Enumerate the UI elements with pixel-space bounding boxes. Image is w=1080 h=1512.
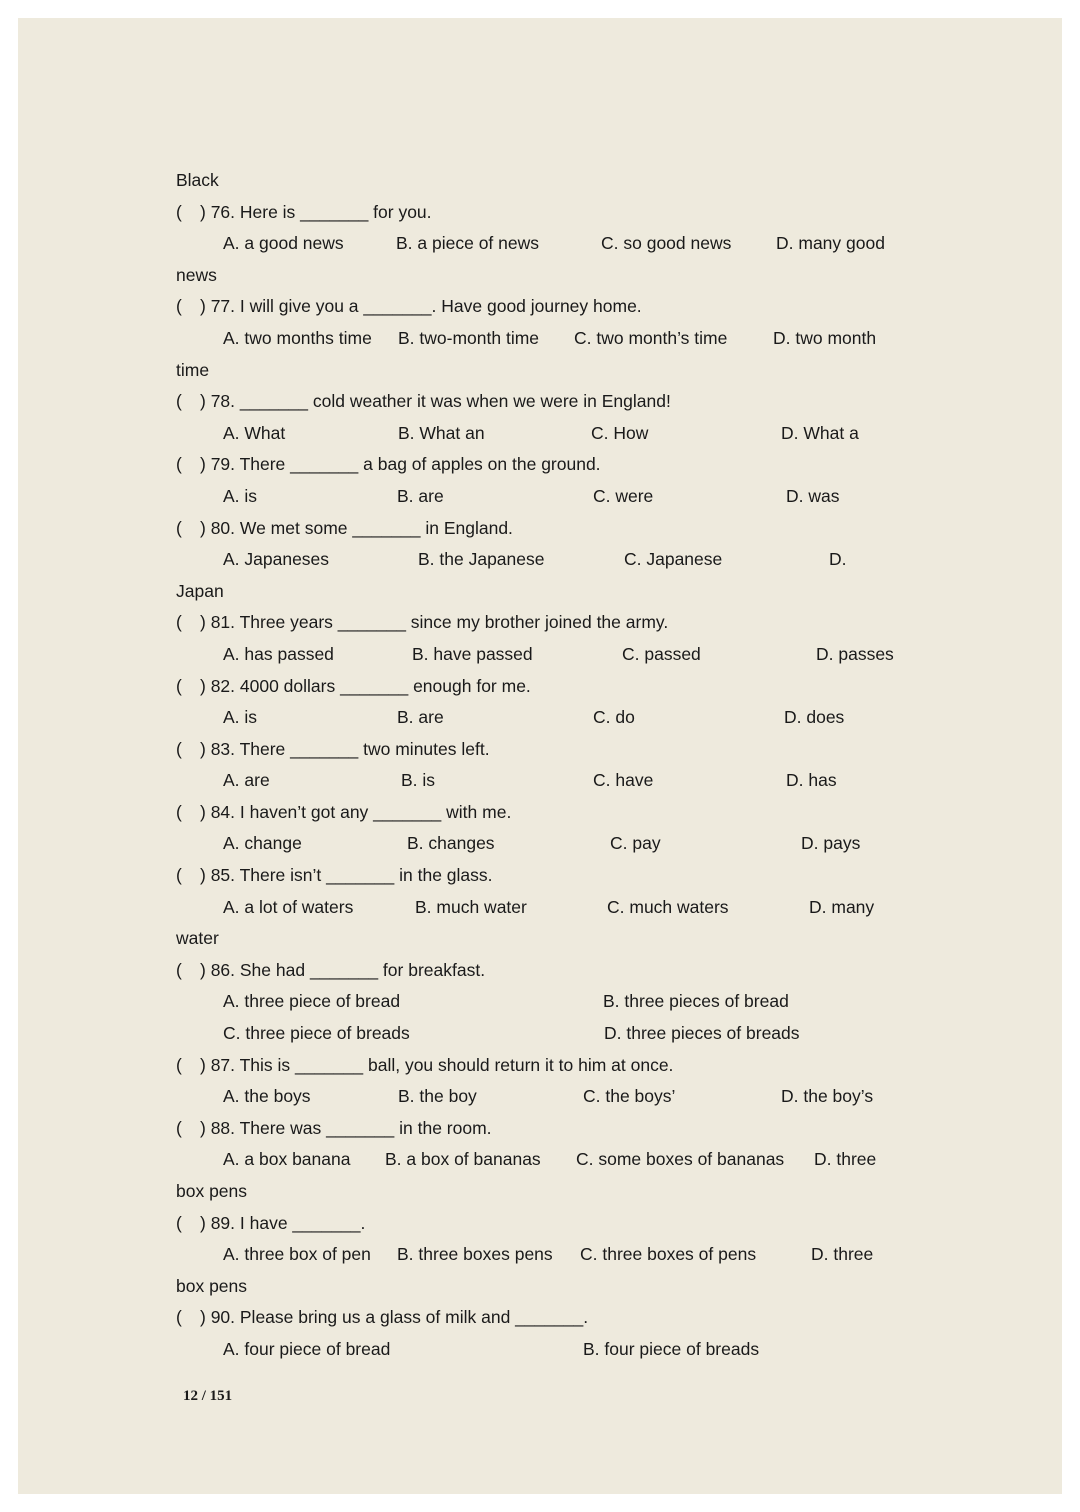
answer-paren: ( xyxy=(176,1307,182,1328)
question-80 xyxy=(176,513,916,545)
option-d: D. two month xyxy=(773,327,877,348)
question-85 xyxy=(176,860,916,892)
option-b: B. much water xyxy=(415,896,527,917)
question-stem: ) 86. She had _______ for breakfast. xyxy=(200,959,486,980)
question-stem: ) 79. There _______ a bag of apples on the ground. xyxy=(200,454,601,475)
option-a: A. a box banana xyxy=(223,1149,351,1170)
question-84 xyxy=(176,797,916,829)
option-c: C. have xyxy=(593,770,654,791)
answer-paren: ( xyxy=(176,391,182,412)
option-d: D. many good xyxy=(776,233,885,254)
question-78 xyxy=(176,386,916,418)
option-d: D. has xyxy=(786,770,837,791)
option-wrap: Japan xyxy=(176,580,224,601)
option-c: C. were xyxy=(593,485,654,506)
question-stem: ) 78. _______ cold weather it was when we were in England! xyxy=(200,391,671,412)
option-d: D. does xyxy=(784,707,845,728)
question-90 xyxy=(176,1302,916,1334)
option-wrap: box pens xyxy=(176,1181,248,1201)
option-a: A. a good news xyxy=(223,233,344,254)
question-89 xyxy=(176,1208,916,1240)
option-d: D. passes xyxy=(816,643,894,664)
option-b: B. a piece of news xyxy=(396,233,539,254)
option-d: D. three xyxy=(811,1244,874,1265)
question-76 xyxy=(176,197,916,229)
continuation-text: Black xyxy=(176,170,219,190)
option-b: B. changes xyxy=(407,833,495,854)
option-c: C. pay xyxy=(610,833,661,854)
option-c: C. three boxes of pens xyxy=(580,1244,757,1265)
option-b: B. is xyxy=(401,770,436,791)
answer-paren: ( xyxy=(176,1212,182,1233)
option-a: A. four piece of bread xyxy=(223,1338,391,1359)
option-c: C. passed xyxy=(622,643,701,664)
option-c: C. How xyxy=(591,422,649,443)
option-d: D. xyxy=(829,549,847,570)
option-c: C. so good news xyxy=(601,233,732,254)
option-d: D. pays xyxy=(801,833,861,854)
question-stem: ) 80. We met some _______ in England. xyxy=(200,517,513,538)
option-a: A. the boys xyxy=(223,1086,311,1107)
question-stem: ) 85. There isn’t _______ in the glass. xyxy=(200,865,493,886)
answer-paren: ( xyxy=(176,612,182,633)
answer-paren: ( xyxy=(176,738,182,759)
option-b: B. What an xyxy=(398,422,485,443)
option-b: B. are xyxy=(397,707,444,728)
question-79 xyxy=(176,449,916,481)
option-d: D. three xyxy=(814,1149,877,1170)
option-a: A. three box of pen xyxy=(223,1244,371,1265)
option-b: B. are xyxy=(397,485,444,506)
option-b: B. two-month time xyxy=(398,327,540,348)
answer-paren: ( xyxy=(176,454,182,475)
option-a: A. is xyxy=(223,707,258,728)
option-a: A. What xyxy=(223,422,286,443)
question-83 xyxy=(176,734,916,766)
options-83 xyxy=(176,765,916,797)
option-a: A. are xyxy=(223,770,270,791)
option-b: B. four piece of breads xyxy=(583,1338,760,1359)
question-82 xyxy=(176,671,916,703)
option-wrap: water xyxy=(176,928,219,949)
option-d: D. What a xyxy=(781,422,859,443)
option-d: D. many xyxy=(809,896,875,917)
options-85 xyxy=(176,892,916,924)
option-a: A. two months time xyxy=(223,327,372,348)
options-87 xyxy=(176,1081,916,1113)
question-stem: ) 81. Three years _______ since my brother joined the army. xyxy=(200,612,669,633)
question-stem: ) 87. This is _______ ball, you should return it to him at once. xyxy=(200,1054,674,1075)
option-wrap: box pens xyxy=(176,1275,248,1296)
answer-paren: ( xyxy=(176,201,182,222)
question-list xyxy=(176,165,916,1366)
question-stem: ) 84. I haven’t got any _______ with me. xyxy=(200,801,512,822)
answer-paren: ( xyxy=(176,675,182,696)
option-a: A. has passed xyxy=(223,643,334,664)
option-c: C. do xyxy=(593,707,635,728)
question-stem: ) 82. 4000 dollars _______ enough for me. xyxy=(200,675,531,696)
option-a: A. three piece of bread xyxy=(223,991,401,1012)
question-86 xyxy=(176,955,916,987)
option-b: B. the boy xyxy=(398,1086,477,1107)
option-d: D. was xyxy=(786,485,840,506)
option-a: A. is xyxy=(223,485,258,506)
answer-paren: ( xyxy=(176,865,182,886)
question-stem: ) 88. There was _______ in the room. xyxy=(200,1117,492,1138)
options-89 xyxy=(176,1239,916,1271)
option-b: B. three pieces of bread xyxy=(603,991,789,1012)
answer-paren: ( xyxy=(176,517,182,538)
question-81 xyxy=(176,607,916,639)
question-stem: ) 89. I have _______. xyxy=(200,1212,366,1233)
option-b: B. three boxes pens xyxy=(397,1244,553,1265)
option-d: D. three pieces of breads xyxy=(604,1023,800,1044)
options-86-ab xyxy=(176,986,916,1018)
question-87 xyxy=(176,1050,916,1082)
option-wrap: news xyxy=(176,264,217,285)
option-b: B. have passed xyxy=(412,643,533,664)
options-77 xyxy=(176,323,916,355)
question-77 xyxy=(176,291,916,323)
option-a: A. Japaneses xyxy=(223,549,330,570)
question-stem: ) 90. Please bring us a glass of milk and _______. xyxy=(200,1307,589,1328)
option-b: B. a box of bananas xyxy=(385,1149,541,1170)
options-78 xyxy=(176,418,916,450)
options-76 xyxy=(176,228,916,260)
option-c: C. much waters xyxy=(607,896,729,917)
option-a: A. a lot of waters xyxy=(223,896,354,917)
options-81 xyxy=(176,639,916,671)
options-86-cd xyxy=(176,1018,916,1050)
answer-paren: ( xyxy=(176,801,182,822)
answer-paren: ( xyxy=(176,1054,182,1075)
answer-paren: ( xyxy=(176,1117,182,1138)
options-90 xyxy=(176,1334,916,1366)
question-stem: ) 83. There _______ two minutes left. xyxy=(200,738,490,759)
option-c: C. some boxes of bananas xyxy=(576,1149,785,1170)
option-d: D. the boy’s xyxy=(781,1086,874,1107)
option-wrap: time xyxy=(176,359,210,380)
page-number: 12 / 151 xyxy=(183,1388,233,1404)
options-79 xyxy=(176,481,916,513)
question-stem: ) 76. Here is _______ for you. xyxy=(200,201,432,222)
document-page xyxy=(18,18,1062,1494)
option-a: A. change xyxy=(223,833,302,854)
answer-paren: ( xyxy=(176,959,182,980)
option-b: B. the Japanese xyxy=(418,549,545,570)
question-stem: ) 77. I will give you a _______. Have good journey home. xyxy=(200,296,642,317)
options-84 xyxy=(176,828,916,860)
option-c: C. two month’s time xyxy=(574,327,728,348)
options-88 xyxy=(176,1144,916,1176)
options-82 xyxy=(176,702,916,734)
answer-paren: ( xyxy=(176,296,182,317)
option-c: C. the boys’ xyxy=(583,1086,676,1107)
question-88 xyxy=(176,1113,916,1145)
option-c: C. three piece of breads xyxy=(223,1023,410,1044)
options-80 xyxy=(176,544,916,576)
option-c: C. Japanese xyxy=(624,549,723,570)
